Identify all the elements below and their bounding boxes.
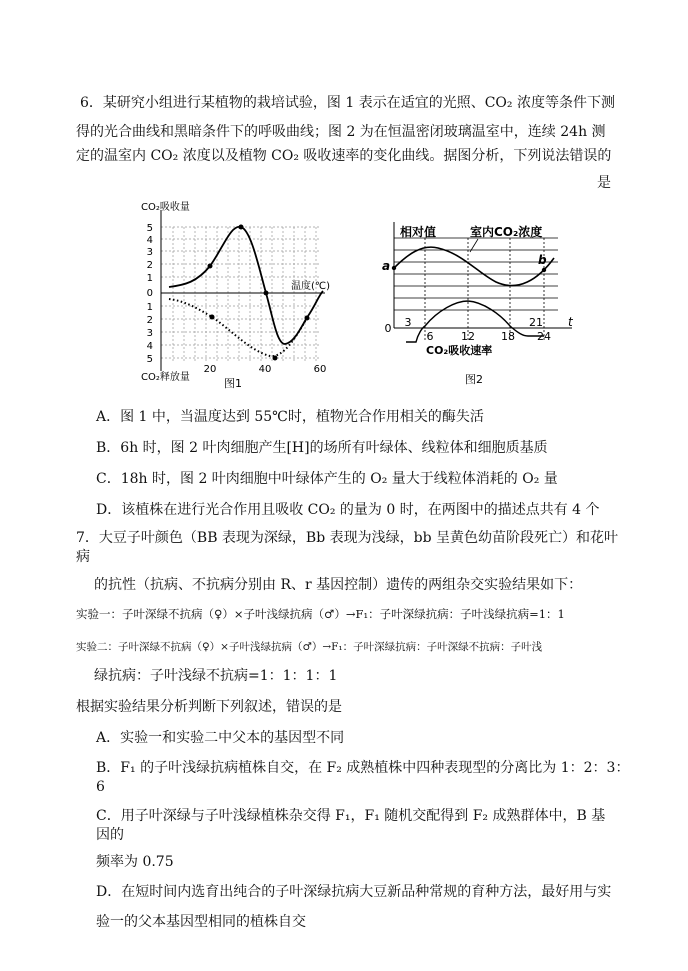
q6-line4: 是	[597, 175, 611, 191]
fig1-x-ticks	[204, 364, 327, 375]
fig2-vlines	[425, 238, 544, 342]
q7-option-b-cont: 6	[96, 779, 105, 795]
fig2-ylabel: 相对值	[400, 225, 437, 239]
svg-text:5: 5	[146, 354, 153, 365]
fig1-ylabel-bottom: CO₂释放量	[141, 372, 190, 383]
q6-line1: 6．某研究小组进行某植物的栽培试验，图 1 表示在适宜的光照、CO₂ 浓度等条件下测	[80, 95, 615, 111]
svg-text:4: 4	[146, 235, 153, 246]
svg-text:40: 40	[258, 364, 272, 375]
fig2-point-b	[542, 268, 546, 272]
svg-text:5: 5	[146, 223, 153, 234]
svg-text:4: 4	[146, 341, 153, 352]
q6-option-d: D．该植株在进行光合作用且吸收 CO₂ 的量为 0 时，在两图中的描述点共有 4 个	[96, 502, 600, 518]
q7-stem: 根据实验结果分析判断下列叙述，错误的是	[76, 699, 342, 715]
q7-option-c: C．用子叶深绿与子叶浅绿植株杂交得 F₁，F₁ 随机交配得到 F₂ 成熟群体中，B 基	[96, 808, 606, 824]
q7-option-b: B．F₁ 的子叶浅绿抗病植株自交，在 F₂ 成熟植株中四种表现型的分离比为 1：2：3：	[96, 760, 630, 776]
figure-2	[378, 218, 583, 393]
svg-text:1: 1	[146, 273, 153, 284]
q7-option-a: A．实验一和实验二中父本的基因型不同	[96, 730, 345, 746]
q6-option-c: C．18h 时，图 2 叶肉细胞中叶绿体产生的 O₂ 量大于线粒体消耗的 O₂ 量	[96, 471, 558, 487]
svg-text:3: 3	[146, 328, 153, 339]
q7-option-c-cont: 因的	[96, 827, 124, 843]
fig1-caption: 图1	[224, 377, 242, 390]
svg-text:60: 60	[313, 364, 327, 375]
fig1-ylabel-top: CO₂吸收量	[141, 202, 190, 213]
fig2-co2-concentration-curve	[394, 247, 554, 285]
q6-option-b: B．6h 时，图 2 叶肉细胞产生[H]的场所有叶绿体、线粒体和细胞质基质	[96, 440, 548, 456]
fig2-rate-label: CO₂吸收速率	[426, 344, 493, 357]
fig1-xlabel: 温度(℃)	[291, 281, 331, 292]
svg-text:20: 20	[203, 364, 217, 375]
fig2-hlines	[394, 238, 558, 310]
fig2-label-b: b	[538, 253, 547, 267]
fig2-curve-label: 室内CO₂浓度	[470, 225, 543, 239]
fig1-respiration-curve	[169, 299, 307, 356]
q6-option-a: A．图 1 中，当温度达到 55℃时，植物光合作用相关的酶失活	[96, 409, 484, 425]
fig2-caption: 图2	[465, 373, 483, 386]
q7-line2: 病	[76, 549, 90, 565]
svg-text:12: 12	[461, 330, 475, 343]
q6-line2: 得的光合曲线和黑暗条件下的呼吸曲线；图 2 为在恒温密闭玻璃温室中，连续 24h 测	[76, 124, 606, 140]
q7-experiment-2: 实验二：子叶深绿不抗病（♀）×子叶浅绿抗病（♂）→F₁：子叶深绿抗病：子叶深绿不抗病：子叶浅	[76, 641, 543, 653]
fig1-y-ticks	[147, 223, 153, 365]
svg-text:6: 6	[426, 330, 434, 343]
q7-option-d-cont: 验一的父本基因型相同的植株自交	[96, 914, 306, 930]
q7-line1: 7．大豆子叶颜色（BB 表现为深绿，Bb 表现为浅绿，bb 呈黄色幼苗阶段死亡）和花叶	[76, 530, 619, 546]
q7-experiment-2-cont: 绿抗病：子叶浅绿不抗病=1：1：1：1	[94, 668, 338, 684]
svg-text:1: 1	[146, 302, 153, 313]
q7-option-d: D．在短时间内选育出纯合的子叶深绿抗病大豆新品种常规的育种方法，最好用与实	[96, 884, 612, 900]
fig2-x-ticks	[385, 316, 552, 343]
svg-text:0: 0	[146, 288, 153, 299]
svg-text:0: 0	[384, 322, 392, 335]
q6-line3: 定的温室内 CO₂ 浓度以及植物 CO₂ 吸收速率的变化曲线。据图分析，下列说法错误的	[76, 148, 612, 164]
svg-text:24: 24	[537, 330, 551, 343]
q7-experiment-1: 实验一：子叶深绿不抗病（♀）×子叶浅绿抗病（♂）→F₁：子叶深绿抗病：子叶浅绿抗病=1：1	[76, 607, 565, 621]
figure-1	[135, 198, 335, 393]
fig2-point-a	[392, 266, 396, 270]
svg-text:2: 2	[146, 315, 153, 326]
fig2-label-a: a	[382, 259, 391, 273]
svg-text:21: 21	[529, 316, 543, 329]
svg-text:2: 2	[146, 260, 153, 271]
svg-text:3: 3	[146, 247, 153, 258]
q7-line3: 的抗性（抗病、不抗病分别由 R、r 基因控制）遗传的两组杂交实验结果如下：	[94, 577, 583, 593]
svg-text:18: 18	[501, 330, 515, 343]
q7-option-c-cont2: 频率为 0.75	[96, 854, 174, 870]
svg-text:3: 3	[404, 316, 412, 329]
fig2-x-unit: t	[568, 315, 573, 329]
